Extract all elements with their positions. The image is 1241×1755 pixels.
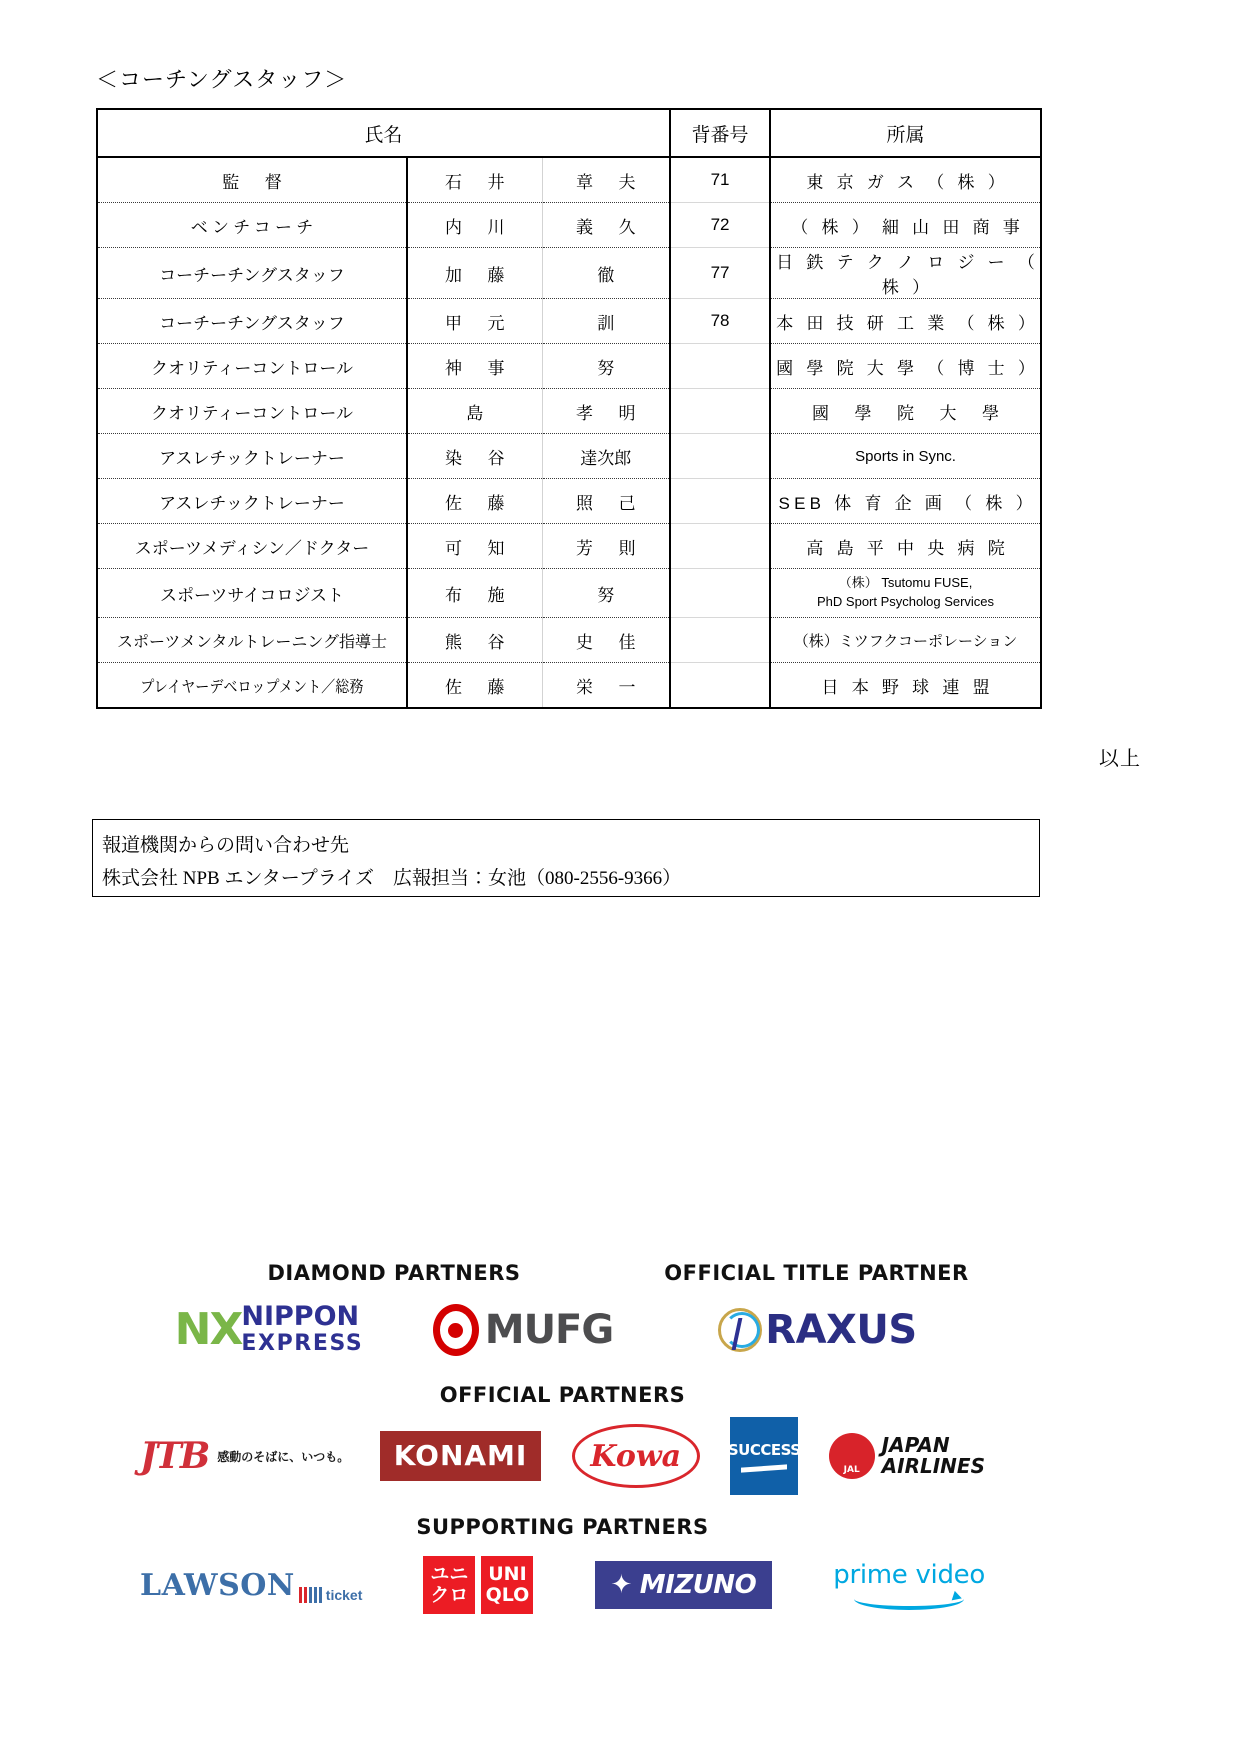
- cell-number: 71: [670, 157, 770, 203]
- uniqlo-jp-mark: ユニ クロ: [423, 1556, 475, 1614]
- cell-affiliation: Sports in Sync.: [770, 434, 1041, 479]
- cell-surname: 布 施: [407, 569, 542, 618]
- logo-mufg: [398, 1304, 648, 1356]
- jal-crane-icon: JAL: [829, 1433, 875, 1479]
- cell-affiliation: 國 學 院 大 學: [770, 389, 1041, 434]
- cell-role: スポーツサイコロジスト: [97, 569, 407, 618]
- table-row: [97, 248, 1041, 299]
- uniqlo-en-mark: UNI QLO: [481, 1556, 533, 1614]
- press-contact-details: 株式会社 NPB エンタープライズ 広報担当：女池（080-2556-9366）: [102, 867, 682, 889]
- cell-given-name: 芳 則: [542, 524, 670, 569]
- cell-given-name: 栄 一: [542, 663, 670, 709]
- table-row: [97, 618, 1041, 663]
- jal-wordmark: JAPAN AIRLINES: [881, 1433, 985, 1478]
- konami-wordmark: KONAMI: [380, 1431, 542, 1481]
- cell-given-name: 孝 明: [542, 389, 670, 434]
- cell-given-name: 義 久: [542, 203, 670, 248]
- mizuno-bird-icon: ✦: [610, 1570, 632, 1600]
- cell-given-name: 徹: [542, 248, 670, 299]
- press-contact-box: [92, 819, 1040, 897]
- mufg-wordmark: MUFG: [484, 1307, 614, 1353]
- table-row: [97, 663, 1041, 709]
- logo-jtb: [140, 1435, 349, 1477]
- page-section-title: ＜コーチングスタッフ＞: [96, 67, 348, 92]
- cell-role: コーチーチングスタッフ: [97, 299, 407, 344]
- cell-role: 監 督: [97, 157, 407, 203]
- logo-nippon-express: [140, 1301, 398, 1356]
- logo-lawson-ticket: [140, 1568, 362, 1603]
- logo-japan-airlines: [829, 1433, 985, 1479]
- cell-affiliation: SEB 体 育 企 画 （ 株 ）: [770, 479, 1041, 524]
- table-row: [97, 434, 1041, 479]
- raxus-wordmark: RAXUS: [765, 1307, 917, 1353]
- cell-number: 77: [670, 248, 770, 299]
- official-partners-heading: OFFICIAL PARTNERS: [439, 1383, 686, 1407]
- cell-given-name: 訓: [542, 299, 670, 344]
- cell-surname: 石 井: [407, 157, 542, 203]
- jtb-wordmark: JTB: [140, 1435, 209, 1477]
- cell-role: クオリティーコントロール: [97, 344, 407, 389]
- nippon-express-mark-icon: NX: [174, 1304, 242, 1355]
- table-row: [97, 157, 1041, 203]
- cell-surname: 佐 藤: [407, 479, 542, 524]
- press-contact-heading: 報道機関からの問い合わせ先: [102, 835, 350, 856]
- column-header-number: 背番号: [670, 109, 770, 157]
- cell-number: [670, 569, 770, 618]
- cell-surname: 神 事: [407, 344, 542, 389]
- cell-given-name: 達次郎: [542, 434, 670, 479]
- column-header-name: 氏名: [97, 109, 670, 157]
- coaching-staff-table: [96, 108, 1042, 709]
- prime-video-wordmark: prime video: [833, 1560, 985, 1610]
- cell-surname: 加 藤: [407, 248, 542, 299]
- amazon-smile-icon: [854, 1588, 964, 1610]
- table-row: [97, 524, 1041, 569]
- cell-surname: 佐 藤: [407, 663, 542, 709]
- success-badge-icon: SUCCESS: [730, 1417, 798, 1495]
- cell-given-name: 史 佳: [542, 618, 670, 663]
- cell-number: [670, 618, 770, 663]
- sponsor-heading-row-1: [140, 1255, 985, 1285]
- cell-role: クオリティーコントロール: [97, 389, 407, 434]
- table-row: [97, 299, 1041, 344]
- cell-role: スポーツメンタルトレーニング指導士: [97, 618, 407, 663]
- supporting-logo-row: [140, 1545, 985, 1625]
- cell-surname: 島: [407, 389, 542, 434]
- logo-uniqlo: [423, 1556, 533, 1614]
- nippon-express-wordmark: NIPPON EXPRESS: [241, 1301, 364, 1356]
- lawson-wordmark: LAWSON: [140, 1567, 295, 1603]
- diamond-logo-row: [140, 1291, 985, 1369]
- diamond-partners-heading: DIAMOND PARTNERS: [267, 1261, 521, 1285]
- mufg-circle-icon: [433, 1304, 479, 1356]
- cell-surname: 甲 元: [407, 299, 542, 344]
- logo-prime-video: [833, 1560, 985, 1610]
- logo-success: [727, 1417, 801, 1495]
- cell-given-name: 章 夫: [542, 157, 670, 203]
- table-row: [97, 479, 1041, 524]
- cell-affiliation: 日 鉄 テ ク ノ ロ ジ ー （ 株 ）: [770, 248, 1041, 299]
- cell-affiliation: [770, 569, 1041, 618]
- sponsor-section: [140, 1255, 985, 1625]
- cell-affiliation: （ 株 ） 細 山 田 商 事: [770, 203, 1041, 248]
- cell-affiliation: 日 本 野 球 連 盟: [770, 663, 1041, 709]
- table-row: [97, 389, 1041, 434]
- supporting-partners-heading: SUPPORTING PARTNERS: [416, 1515, 709, 1539]
- affiliation-line-2: PhD Sport Psycholog Services: [817, 594, 995, 609]
- official-title-partner-heading: OFFICIAL TITLE PARTNER: [664, 1261, 969, 1285]
- table-row: [97, 569, 1041, 618]
- cell-number: 72: [670, 203, 770, 248]
- cell-number: 78: [670, 299, 770, 344]
- kowa-wordmark: Kowa: [572, 1424, 700, 1488]
- logo-kowa: [572, 1424, 700, 1488]
- cell-given-name: 努: [542, 569, 670, 618]
- table-row: [97, 203, 1041, 248]
- cell-surname: 可 知: [407, 524, 542, 569]
- official-logo-row: [140, 1413, 985, 1499]
- lawson-bars-icon: [299, 1587, 322, 1603]
- logo-mizuno: [595, 1561, 773, 1609]
- cell-given-name: 努: [542, 344, 670, 389]
- cell-role: プレイヤーデベロップメント／総務: [140, 678, 364, 696]
- cell-surname: 内 川: [407, 203, 542, 248]
- cell-number: [670, 663, 770, 709]
- cell-affiliation: 國 學 院 大 學 （ 博 士 ）: [770, 344, 1041, 389]
- cell-surname: 熊 谷: [407, 618, 542, 663]
- cell-role: アスレチックトレーナー: [97, 434, 407, 479]
- column-header-affiliation: 所属: [770, 109, 1041, 157]
- lawson-ticket-label: ticket: [325, 1586, 363, 1603]
- cell-affiliation: 本 田 技 研 工 業 （ 株 ）: [770, 299, 1041, 344]
- cell-given-name: 照 己: [542, 479, 670, 524]
- logo-raxus: [648, 1306, 985, 1354]
- table-header-row: [97, 109, 1041, 157]
- cell-number: [670, 344, 770, 389]
- jtb-tagline: 感動のそばに、いつも。: [217, 1449, 350, 1464]
- cell-role: コーチーチングスタッフ: [97, 248, 407, 299]
- cell-surname: 染 谷: [407, 434, 542, 479]
- affiliation-line-1: （株） Tsutomu FUSE,: [838, 575, 973, 591]
- cell-number: [670, 389, 770, 434]
- cell-number: [670, 479, 770, 524]
- cell-affiliation: （株）ミツフクコーポレーション: [770, 618, 1041, 663]
- cell-role: スポーツメディシン／ドクター: [97, 524, 407, 569]
- mizuno-wordmark: ✦ MIZUNO: [595, 1561, 773, 1609]
- cell-number: [670, 434, 770, 479]
- cell-role: ベンチコーチ: [97, 203, 407, 248]
- cell-number: [670, 524, 770, 569]
- cell-role: アスレチックトレーナー: [97, 479, 407, 524]
- raxus-emblem-icon: [716, 1306, 760, 1354]
- logo-konami: [380, 1431, 542, 1481]
- table-row: [97, 344, 1041, 389]
- cell-affiliation: 東 京 ガ ス （ 株 ）: [770, 157, 1041, 203]
- cell-affiliation: 高 島 平 中 央 病 院: [770, 524, 1041, 569]
- closing-mark: 以上: [1099, 748, 1141, 770]
